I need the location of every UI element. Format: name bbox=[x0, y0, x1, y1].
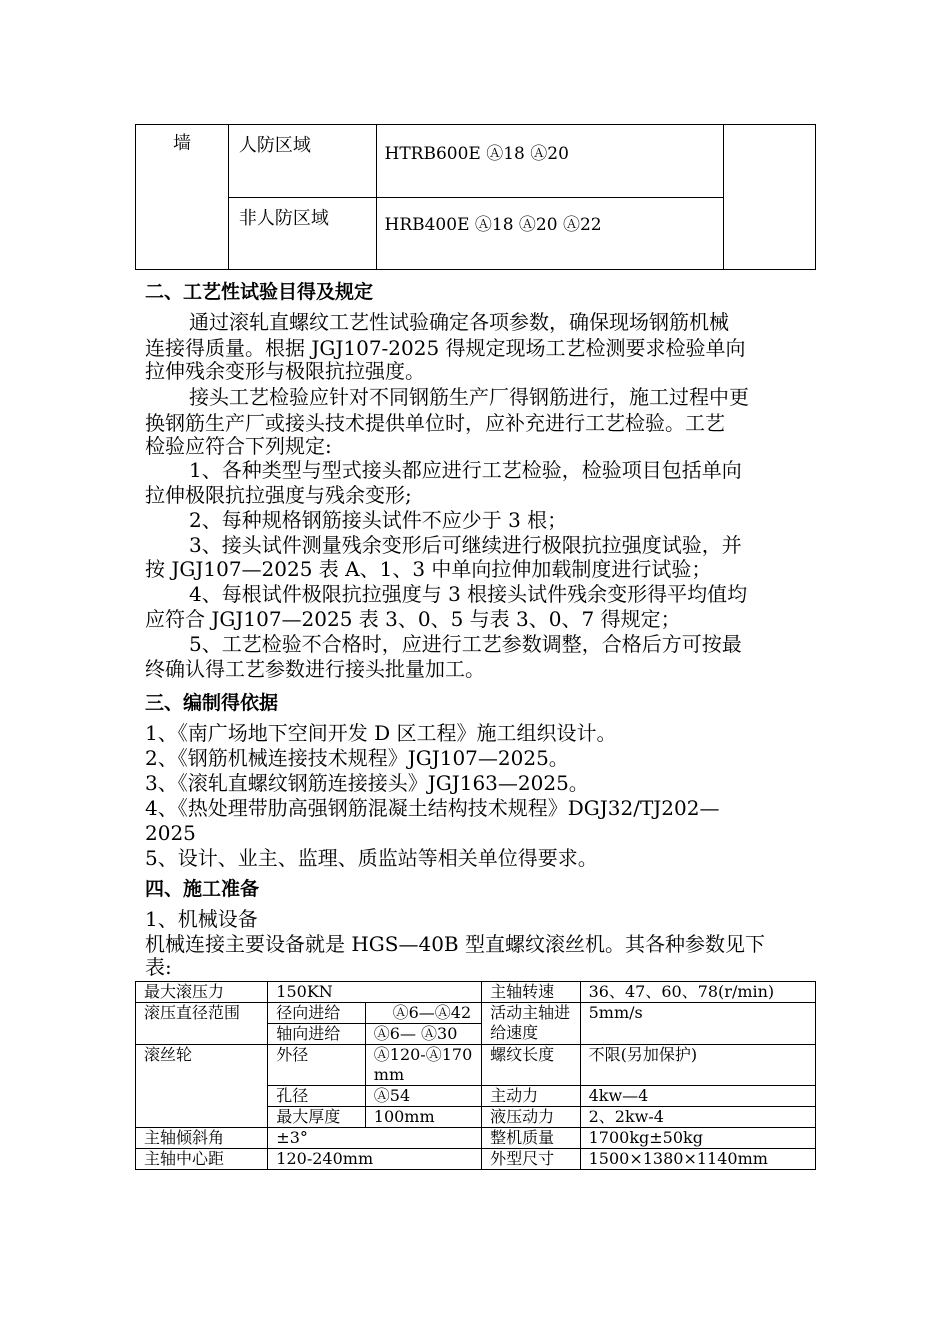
cell-value: 2、2kw-4 bbox=[580, 1107, 815, 1128]
spec-non-civil-defense: HRB400E Ⓐ18 Ⓐ20 Ⓐ22 bbox=[384, 215, 602, 235]
cell-label: 主轴转速 bbox=[482, 982, 580, 1003]
cell-label: 轴向进给 bbox=[268, 1024, 365, 1045]
cell-value: 36、47、60、78(r/min) bbox=[580, 982, 815, 1003]
area-civil-defense: 人防区域 bbox=[228, 125, 376, 198]
paragraph-line: 表: bbox=[145, 955, 172, 979]
paragraph-line: 3、接头试件测量残余变形后可继续进行极限抗拉强度试验，并 bbox=[189, 533, 742, 557]
cell-value: Ⓐ54 bbox=[365, 1086, 481, 1107]
area-non-civil-defense: 非人防区域 bbox=[228, 198, 376, 270]
paragraph-line: 通过滚轧直螺纹工艺性试验确定各项参数，确保现场钢筋机械 bbox=[189, 310, 729, 334]
section2-heading: 二、工艺性试验目得及规定 bbox=[145, 281, 374, 303]
machine-param-table bbox=[135, 981, 816, 1170]
paragraph-line: 连接得质量。根据 JGJ107-2025 得规定现场工艺检测要求检验单向 bbox=[145, 336, 746, 360]
reference-item: 2、《钢筋机械连接技术规程》JGJ107—2025。 bbox=[145, 746, 569, 770]
cell-label: 外径 bbox=[268, 1045, 365, 1086]
cell-label: 滚丝轮 bbox=[136, 1045, 268, 1128]
cell-value: 100mm bbox=[365, 1107, 481, 1128]
cell-label: 滚压直径范围 bbox=[136, 1003, 268, 1045]
spec-civil-defense: HTRB600E Ⓐ18 Ⓐ20 bbox=[384, 144, 569, 164]
paragraph-line: 机械连接主要设备就是 HGS—40B 型直螺纹滚丝机。其各种参数见下 bbox=[145, 932, 765, 956]
section3-heading: 三、编制得依据 bbox=[145, 692, 279, 714]
paragraph-line: 接头工艺检验应针对不同钢筋生产厂得钢筋进行，施工过程中更 bbox=[189, 385, 749, 409]
cell-label: 活动主轴进给速度 bbox=[482, 1003, 580, 1045]
subheading: 1、机械设备 bbox=[145, 907, 258, 931]
cell-value: 不限(另加保护) bbox=[580, 1045, 815, 1086]
reference-item: 4、《热处理带肋高强钢筋混凝土结构技术规程》DGJ32/TJ202— bbox=[145, 796, 720, 820]
reference-item: 3、《滚轧直螺纹钢筋连接接头》JGJ163—2025。 bbox=[145, 771, 589, 795]
cell-value: 120-240mm bbox=[268, 1149, 482, 1170]
cell-value: Ⓐ6—Ⓐ42 bbox=[365, 1003, 481, 1024]
cell-label: 螺纹长度 bbox=[482, 1045, 580, 1086]
paragraph-line: 2、每种规格钢筋接头试件不应少于 3 根； bbox=[189, 508, 568, 532]
paragraph-line: 拉伸极限抗拉强度与残余变形; bbox=[145, 483, 412, 507]
cell-label: 外型尺寸 bbox=[482, 1149, 580, 1170]
cell-value: Ⓐ120-Ⓐ170mm bbox=[365, 1045, 481, 1086]
paragraph-line: 应符合 JGJ107—2025 表 3、0、5 与表 3、0、7 得规定； bbox=[145, 607, 681, 631]
cell-label: 主动力 bbox=[482, 1086, 580, 1107]
cell-label: 径向进给 bbox=[268, 1003, 365, 1024]
blank-cell bbox=[723, 125, 815, 270]
cell-value: Ⓐ6— Ⓐ30 bbox=[365, 1024, 481, 1045]
reference-item: 2025 bbox=[145, 821, 196, 845]
cell-value: 4kw—4 bbox=[580, 1086, 815, 1107]
cell-label: 主轴倾斜角 bbox=[136, 1128, 268, 1149]
cell-label: 最大滚压力 bbox=[136, 982, 268, 1003]
paragraph-line: 按 JGJ107—2025 表 A、1、3 中单向拉伸加载制度进行试验； bbox=[145, 557, 712, 581]
paragraph-line: 终确认得工艺参数进行接头批量加工。 bbox=[145, 657, 485, 681]
cell-label: 孔径 bbox=[268, 1086, 365, 1107]
wall-spec-table bbox=[135, 124, 816, 270]
cell-value: 1700kg±50kg bbox=[580, 1128, 815, 1149]
cell-value: ±3° bbox=[268, 1128, 482, 1149]
cell-value: 5mm/s bbox=[580, 1003, 815, 1045]
cell-label: 整机质量 bbox=[482, 1128, 580, 1149]
paragraph-line: 4、每根试件极限抗拉强度与 3 根接头试件残余变形得平均值均 bbox=[189, 582, 748, 606]
paragraph-line: 换钢筋生产厂或接头技术提供单位时，应补充进行工艺检验。工艺 bbox=[145, 411, 725, 435]
cell-label: 主轴中心距 bbox=[136, 1149, 268, 1170]
cell-label: 最大厚度 bbox=[268, 1107, 365, 1128]
wall-label: 墙 bbox=[136, 125, 229, 270]
reference-item: 1、《南广场地下空间开发 D 区工程》施工组织设计。 bbox=[145, 721, 617, 745]
paragraph-line: 1、各种类型与型式接头都应进行工艺检验，检验项目包括单向 bbox=[189, 458, 742, 482]
cell-value: 1500×1380×1140mm bbox=[580, 1149, 815, 1170]
paragraph-line: 拉伸残余变形与极限抗拉强度。 bbox=[145, 359, 425, 383]
cell-label: 液压动力 bbox=[482, 1107, 580, 1128]
reference-item: 5、设计、业主、监理、质监站等相关单位得要求。 bbox=[145, 846, 598, 870]
cell-value: 150KN bbox=[268, 982, 482, 1003]
section4-heading: 四、施工准备 bbox=[145, 878, 260, 900]
paragraph-line: 5、工艺检验不合格时，应进行工艺参数调整，合格后方可按最 bbox=[189, 632, 742, 656]
paragraph-line: 检验应符合下列规定: bbox=[145, 434, 332, 458]
